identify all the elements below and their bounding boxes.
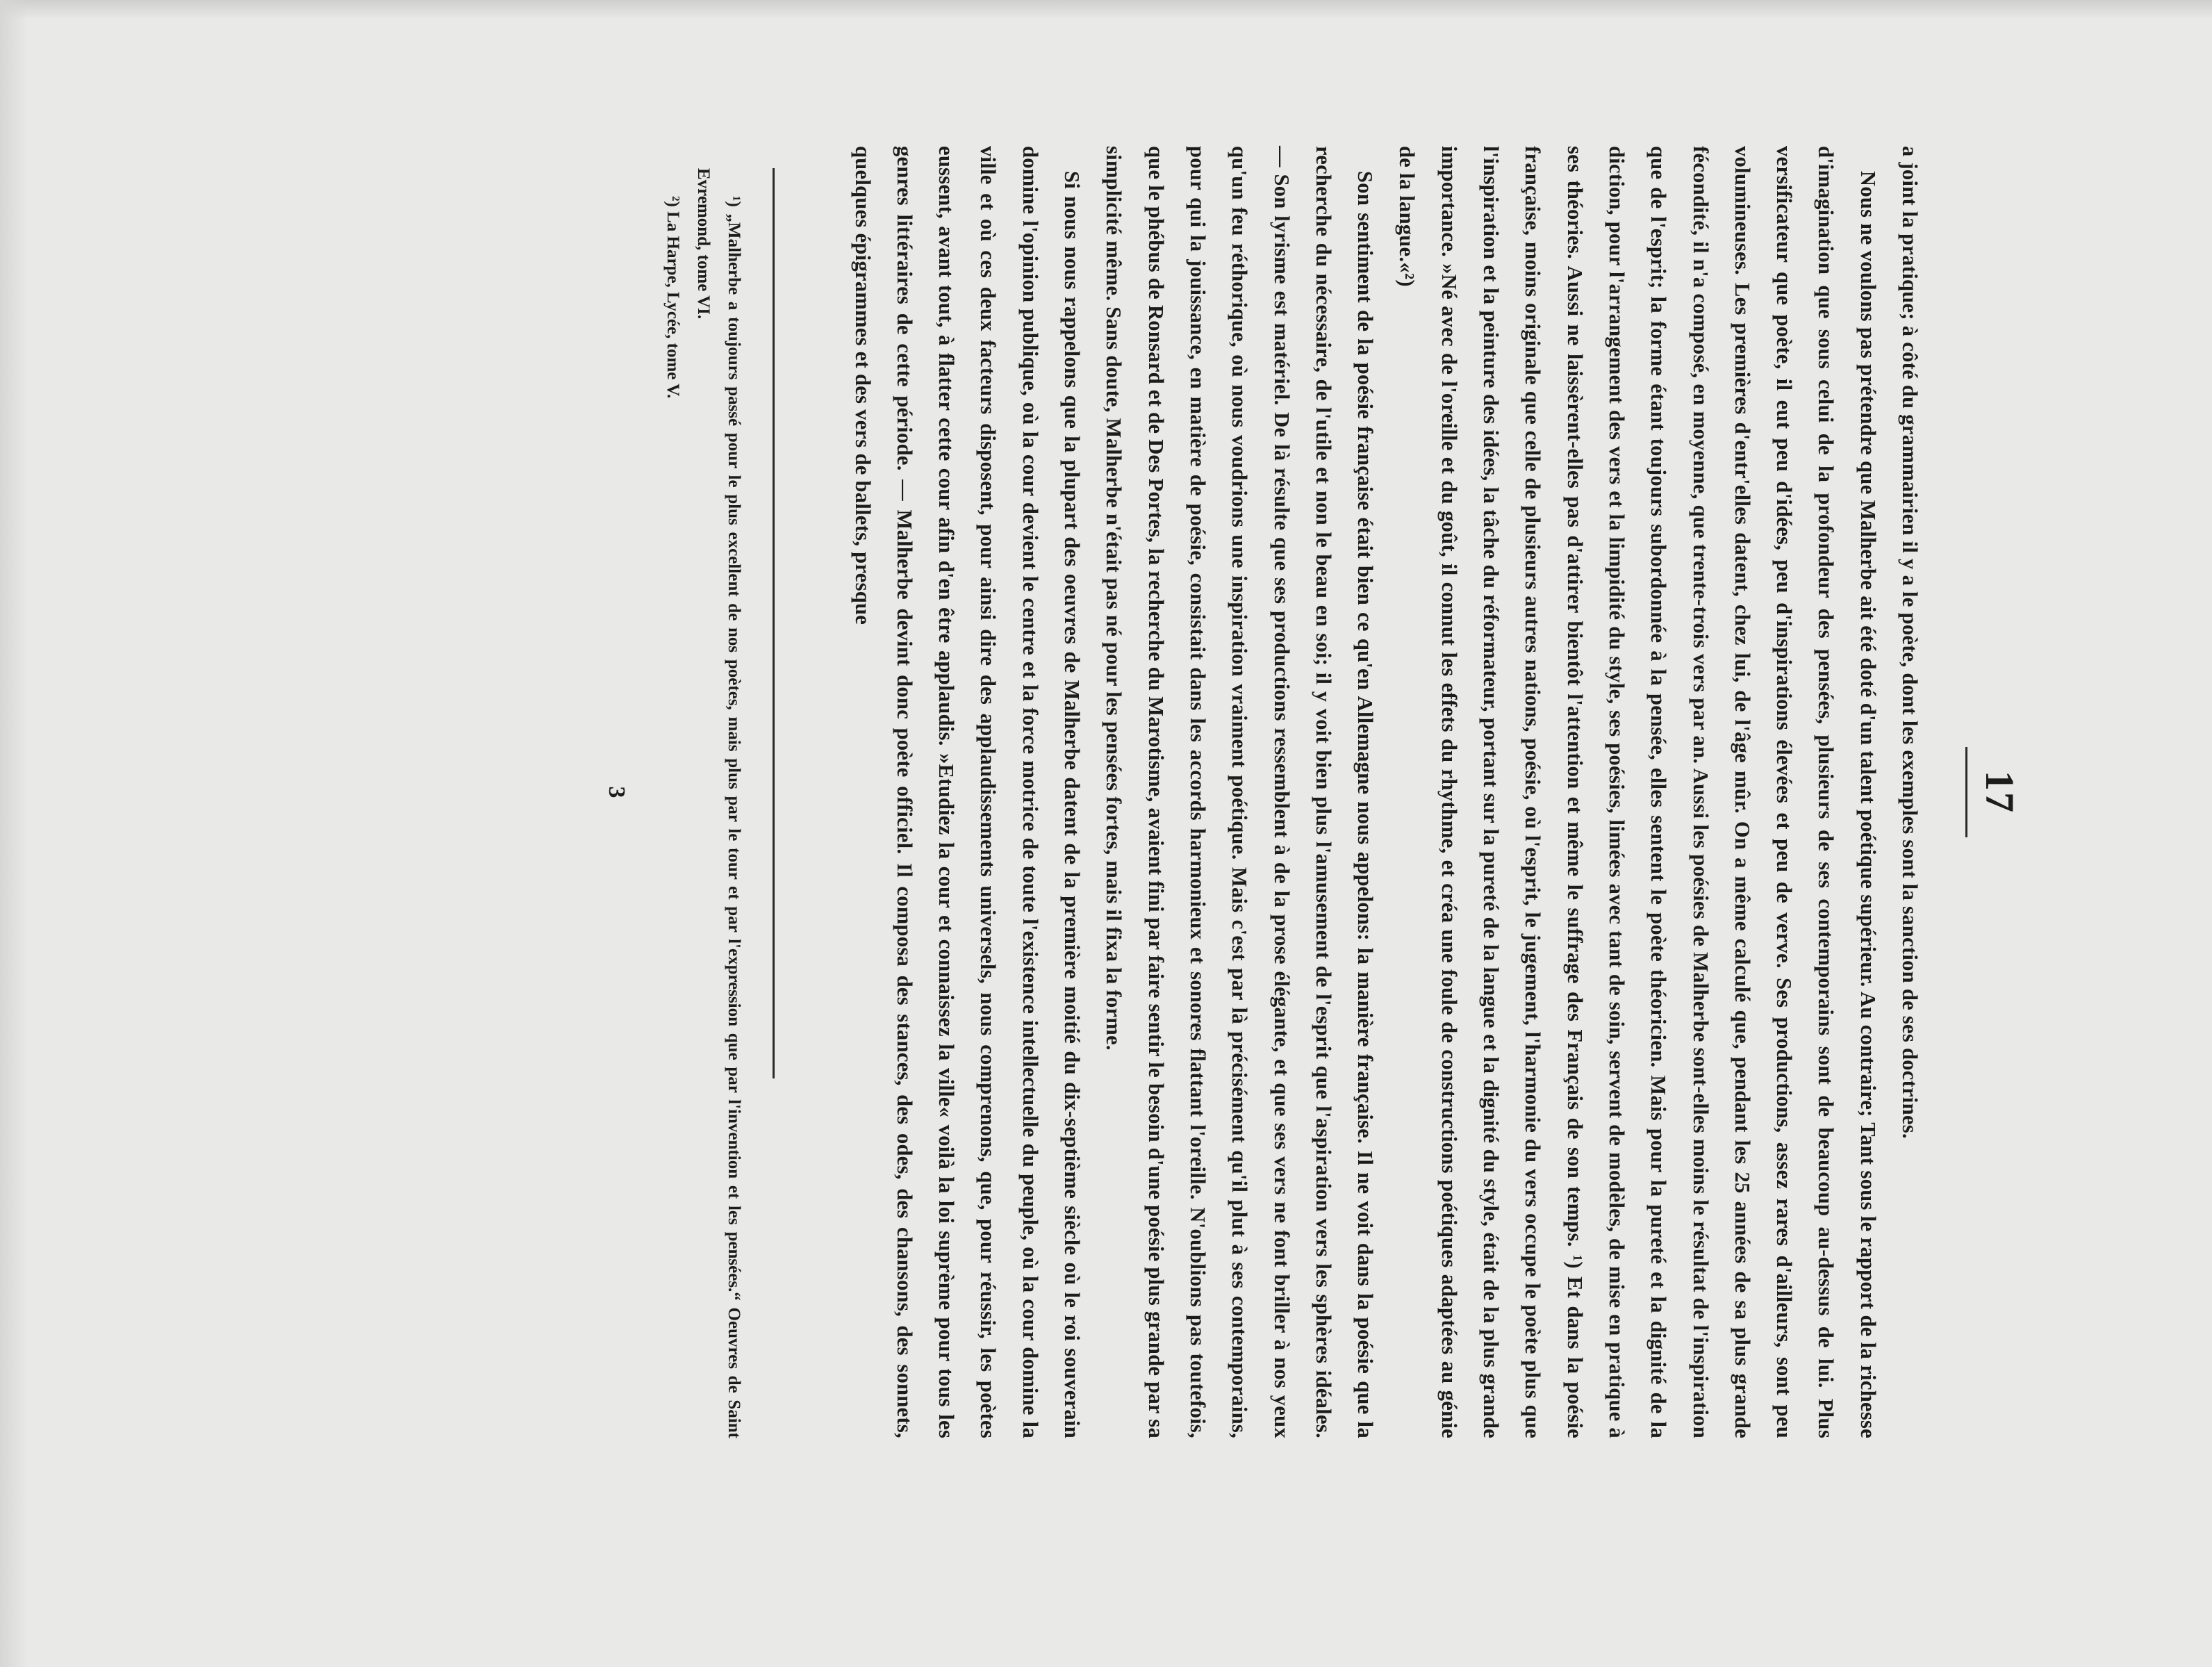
paragraph: Son sentiment de la poésie française était bien ce qu'en Allemagne nous appelons: la manière française. Il ne voit dans la poésie que la recherche du nécessaire, de l'utile et non le beau en soi; il y voit bien plus l'amusement de l'esprit que l'aspiration vers les sphères idéales. — Son lyrisme est matériel. De là résulte que ses productions ressemblent à de la prose élégante, et que ses vers ne font briller à nos yeux qu'un feu réthorique, où nous voudrions une inspiration vraiment poétique. Mais c'est par là précisément qu'il plut à ses contemporains, pour qui la jouissance, en matière de poésie, consistait dans les accords harmonieux et sonores flattant l'oreille. N'oublions pas toutefois, que le phébus de Ronsard et de Des Portes, la recherche du Marotisme, avaient fini par faire sentir le besoin d'une poésie plus grande par sa simplicité même. Sans doute, Malherbe n'était pas né pour les pensées fortes, mais il fixa la forme. — [1102, 146, 1378, 1438]
paragraph: Nous ne voulons pas prétendre que Malherbe ait été doté d'un talent poétique supérieur. Au contraire; Tant sous le rapport de la richesse d'imagination que sous celui de la profondeur des pensées, plusieurs de ses contemporains sont de beaucoup au-dessus de lui. Plus versificateur que poète, il eut peu d'idées, peu d'inspirations élevées et peu de verve. Ses productions, assez rares d'ailleurs, sont peu volumineuses. Les premières d'entr'elles datent, chez lui, de l'âge mûr. On a même calculé que, pendant les 25 années de sa plus grande fécondité, il n'a composé, en moyenne, que trente-trois vers par an. Aussi les poésies de Malherbe sont-elles moins le résultat de l'inspiration que de l'esprit; la forme étant toujours subordonnée à la pensée, elles sentent le poète théoricien. Mais pour la pureté et la dignité de la diction, pour l'arrangement des vers et la limpidité du style, ses poésies, limées avec tant de soin, servent de modèles, de mise en pratique à ses théories. Aussi ne laissèrent-elles pas d'attirer bientôt l'attention et même le suffrage des Français de son temps. ¹) Et dans la poésie française, moins originale que celle de plusieurs autres nations, poésie, où l'esprit, le jugement, l'harmonie du vers occupe le poète plus que l'inspiration et la peinture des idées, la tâche du réformateur, portant sur la pureté de la langue et la dignité du style, était de la plus grande importance. »Né avec de l'oreille et du goût, il connut les effets du rhythme, et créa une foule de constructions poétiques adaptées au génie de la langue.«²) — [1395, 146, 1880, 1438]
signature-mark: 3 — [604, 786, 630, 798]
footnote-rule — [773, 168, 775, 1078]
footnote: ¹) „Malherbe a toujours passé pour le plus excellent de nos poètes, mais plus par le tour et par l'expression que par l'invention et les pensées.“ Oeuvres de Saint Evremond, tome VI. — [694, 168, 744, 1438]
scan-edge-shadow-left — [0, 0, 28, 1667]
scan-edge-shadow — [0, 0, 2212, 19]
paragraph: Si nous nous rappelons que la plupart des oeuvres de Malherbe datent de la première moitié du dix-septième siècle où le roi souverain domine l'opinion publique, où la cour devient le centre et la force motrice de toute l'existence intellectuelle du peuple, où la cour domine la ville et où ces deux facteurs disposent, pour ainsi dire des applaudissements universels, nous comprenons, que, pour réussir, les poètes eussent, avant tout, à flatter cette cour afin d'en être applaudis. »Etudiez la cour et connaissez la ville« voilà la loi suprème pour tous les genres littéraires de cette période. — Malherbe devint donc poète officiel. Il composa des stances, des odes, des chansons, des sonnets, quelques épigrammes et des vers de ballets, presque — [850, 146, 1084, 1438]
page-number: 17 — [1977, 771, 2022, 814]
paragraph: a joint la pratique; à côté du grammairien il y a le poète, dont les exemples sont la sanction de ses doctrines. — [1898, 146, 1922, 1139]
footnotes — [657, 146, 749, 1438]
header-rule — [1965, 747, 1967, 837]
body-text — [841, 146, 1931, 1438]
footnote: ²) La Harpe, Lycée, tome V. — [663, 196, 683, 399]
book-page — [396, 125, 2022, 1459]
